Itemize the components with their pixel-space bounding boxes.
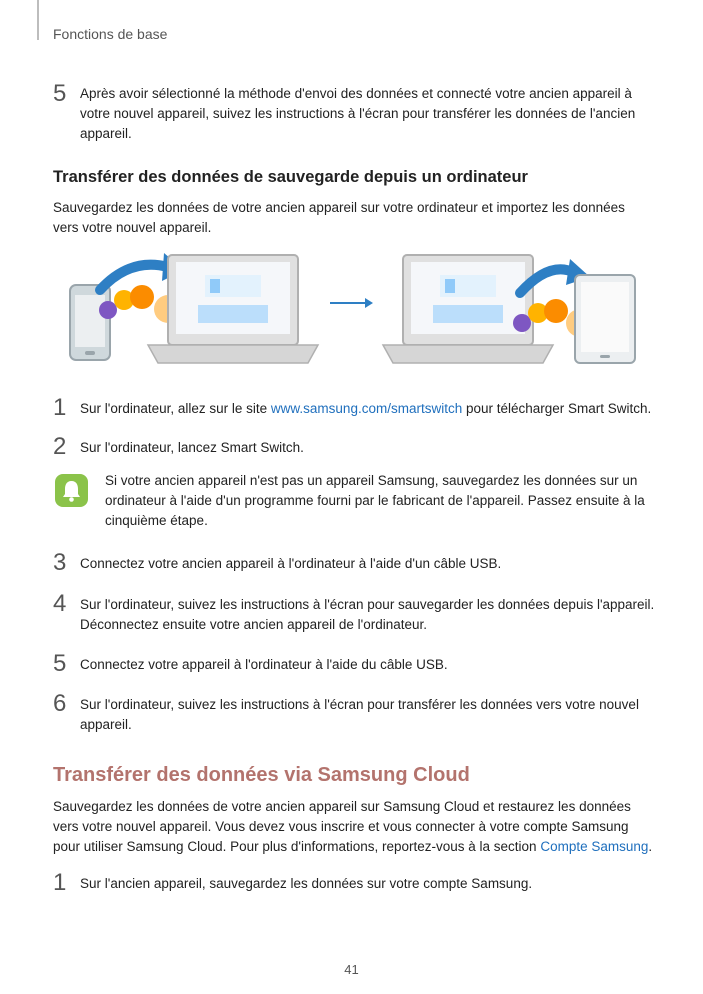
tablet-icon bbox=[575, 275, 635, 363]
upload-arrow-icon bbox=[100, 265, 168, 290]
step-text: Sur l'ordinateur, suivez les instructions à l'écran pour transférer les données vers votre nouvel appareil. bbox=[80, 697, 639, 732]
data-badge-icon bbox=[513, 314, 531, 332]
laptop-icon bbox=[383, 255, 553, 363]
bell-icon bbox=[55, 474, 88, 507]
section-intro: Sauvegardez les données de votre ancien appareil sur Samsung Cloud et restaurez les données vers votre nouvel appareil. Vous devez vous inscrire et vous connecter à votre compte Samsung pour utiliser Samsung Cloud. Pour plus d'informations, reportez-vous à la section Compte Samsung. bbox=[53, 799, 653, 854]
data-badge-icon bbox=[99, 301, 117, 319]
note-text: Si votre ancien appareil n'est pas un appareil Samsung, sauvegardez les données sur un ordinateur à l'aide d'un programme fourni par le fabricant de l'appareil. Passez ensuite à la cinquième étape. bbox=[105, 473, 645, 528]
step-text: Sur l'ancien appareil, sauvegardez les données sur votre compte Samsung. bbox=[80, 876, 533, 891]
step-number: 5 bbox=[53, 80, 67, 107]
step-number: 1 bbox=[53, 394, 67, 421]
subsection-title: Transférer des données de sauvegarde depuis un ordinateur bbox=[53, 168, 528, 186]
step-number: 3 bbox=[53, 549, 67, 576]
compte-samsung-link[interactable]: Compte Samsung bbox=[540, 839, 649, 854]
section-header: Fonctions de base bbox=[53, 26, 168, 42]
page-number: 41 bbox=[344, 962, 359, 977]
step-number: 5 bbox=[53, 650, 67, 677]
header-rule bbox=[37, 0, 39, 40]
step-text: Sur l'ordinateur, allez sur le site www.samsung.com/smartswitch pour télécharger Smart Switch. bbox=[80, 401, 652, 416]
section-title: Transférer des données via Samsung Cloud bbox=[53, 764, 470, 786]
step-text: Sur l'ordinateur, suivez les instructions à l'écran pour sauvegarder les données depuis l'appareil. Déconnectez ensuite votre ancien appareil de l'ordinateur. bbox=[80, 597, 655, 632]
old-phone-icon bbox=[70, 285, 110, 360]
step-text: Connectez votre ancien appareil à l'ordinateur à l'aide d'un câble USB. bbox=[80, 556, 502, 571]
step-text: Connectez votre appareil à l'ordinateur à l'aide du câble USB. bbox=[80, 657, 448, 672]
step-number: 1 bbox=[53, 869, 67, 896]
step-text: Sur l'ordinateur, lancez Smart Switch. bbox=[80, 440, 304, 455]
step-number: 6 bbox=[53, 690, 67, 717]
laptop-icon bbox=[148, 255, 318, 363]
transfer-illustration bbox=[60, 245, 650, 375]
smartswitch-link[interactable]: www.samsung.com/smartswitch bbox=[270, 401, 463, 416]
subsection-intro: Sauvegardez les données de votre ancien appareil sur votre ordinateur et importez les données vers votre nouvel appareil. bbox=[53, 200, 625, 235]
contact-icon bbox=[544, 299, 568, 323]
step-number: 2 bbox=[53, 433, 67, 460]
step-text: Après avoir sélectionné la méthode d'envoi des données et connecté votre ancien appareil à votre nouvel appareil, suivez les instructions à l'écran pour transférer les données de l'ancien appareil. bbox=[80, 86, 636, 141]
step-number: 4 bbox=[53, 590, 67, 617]
contact-icon bbox=[130, 285, 154, 309]
